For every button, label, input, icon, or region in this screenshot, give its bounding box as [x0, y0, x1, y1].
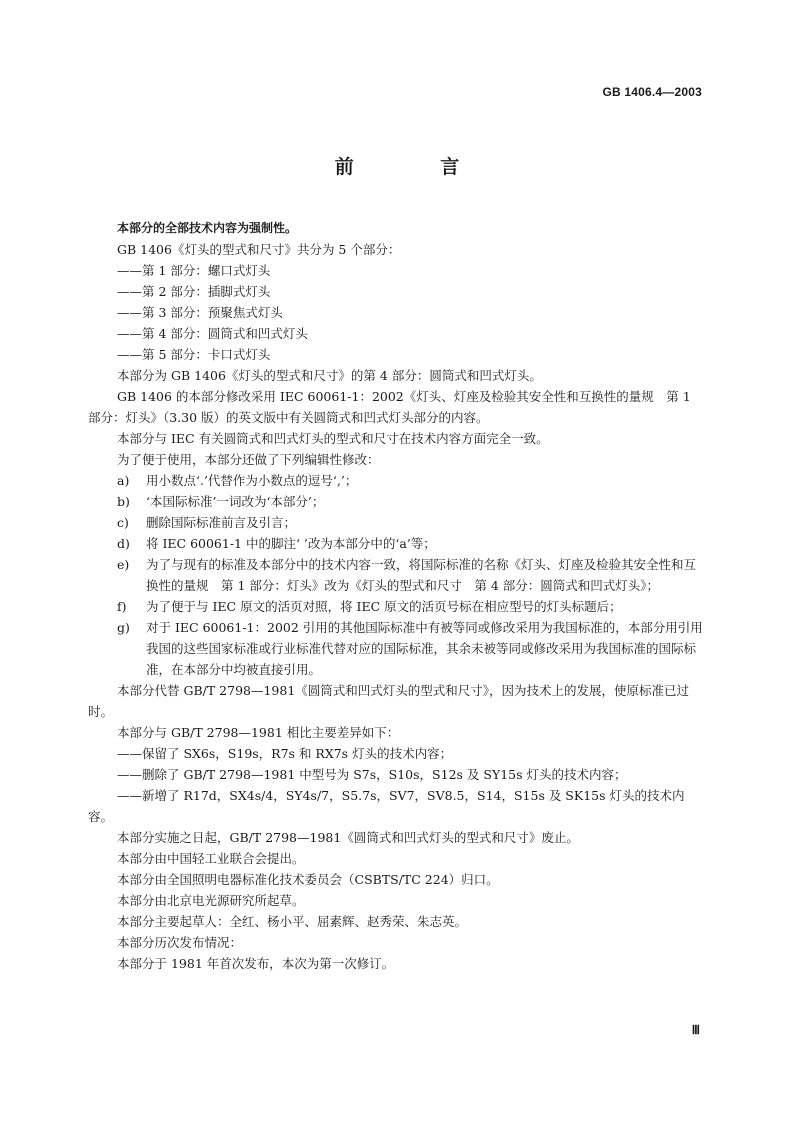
paragraph: ——第 3 部分：预聚焦式灯头 [117, 305, 283, 320]
list-item [88, 596, 706, 617]
paragraph: ——第 2 部分：插脚式灯头 [117, 284, 271, 299]
list-item-label: e) [117, 557, 130, 572]
paragraph: GB 1406 的本部分修改采用 IEC 60061-1：2002《灯头、灯座及检验其安全性和互换性的量规 第 1 部分：灯头》（3.30 版）的英文版中有关圆筒式和凹式灯头部分的内容。 [88, 389, 691, 425]
list-item [88, 470, 706, 491]
paragraph: ——删除了 GB/T 2798—1981 中型号为 S7s，S10s，S12s 及 SY15s 灯头的技术内容； [117, 767, 627, 782]
paragraph: 本部分与 IEC 有关圆筒式和凹式灯头的型式和尺寸在技术内容方面完全一致。 [117, 431, 549, 446]
paragraph: 本部分实施之日起，GB/T 2798—1981《圆筒式和凹式灯头的型式和尺寸》废止。 [117, 830, 579, 845]
paragraph: 本部分历次发布情况： [117, 935, 243, 950]
paragraph: 本部分为 GB 1406《灯头的型式和尺寸》的第 4 部分：圆筒式和凹式灯头。 [117, 368, 542, 383]
paragraph: 本部分由全国照明电器标准化技术委员会（CSBTS/TC 224）归口。 [117, 872, 499, 887]
edit-list [88, 470, 706, 680]
paragraph: 本部分主要起草人：全红、杨小平、屈素辉、赵秀荣、朱志英。 [117, 914, 468, 929]
list-item-text: ‘本国际标准’一词改为‘本部分’； [146, 494, 325, 509]
paragraphs-bottom [88, 680, 706, 974]
list-item [88, 533, 706, 554]
page-number: Ⅲ [691, 1023, 700, 1037]
list-item-text: 为了与现有的标准及本部分中的技术内容一致，将国际标准的名称《灯头、灯座及检验其安全性和互换性的量规 第 1 部分：灯头》改为《灯头的型式和尺寸 第 4 部分：圆筒式和凹式灯头》； [146, 557, 697, 593]
paragraph: ——第 4 部分：圆筒式和凹式灯头 [117, 326, 308, 341]
paragraph: 本部分代替 GB/T 2798—1981《圆筒式和凹式灯头的型式和尺寸》，因为技术上的发展，使原标准已过时。 [88, 683, 690, 719]
paragraph: ——新增了 R17d，SX4s/4，SY4s/7，S5.7s，SV7，SV8.5，S14，S15s 及 SK15s 灯头的技术内容。 [88, 788, 685, 824]
paragraph: ——保留了 SX6s，S19s，R7s 和 RX7s 灯头的技术内容； [117, 746, 453, 761]
paragraphs-top [88, 218, 706, 470]
list-item-label: d) [117, 536, 130, 551]
list-item-text: 将 IEC 60061-1 中的脚注‘ ’改为本部分中的‘a’等； [146, 536, 436, 551]
page-title: 前 言 [334, 156, 500, 178]
list-item-label: f) [117, 599, 127, 614]
list-item-label: c) [117, 515, 129, 530]
list-item [88, 512, 706, 533]
paragraph: 本部分由中国轻工业联合会提出。 [117, 851, 305, 866]
list-item [88, 491, 706, 512]
list-item [88, 617, 706, 680]
paragraph: 为了便于使用，本部分还做了下列编辑性修改： [117, 452, 380, 467]
list-item [88, 554, 706, 596]
paragraph: ——第 5 部分：卡口式灯头 [117, 347, 271, 362]
paragraph: 本部分于 1981 年首次发布，本次为第一次修订。 [117, 956, 395, 971]
paragraph: 本部分的全部技术内容为强制性。 [117, 221, 298, 235]
list-item-label: b) [117, 494, 130, 509]
list-item-text: 用小数点‘.’代替作为小数点的逗号‘,’； [146, 473, 358, 488]
standard-number: GB 1406.4—2003 [602, 85, 702, 99]
list-item-text: 对于 IEC 60061-1：2002 引用的其他国际标准中有被等同或修改采用为我国标准的，本部分用引用我国的这些国家标准或行业标准代替对应的国际标准，其余未被等同或修改采用为我国标准的国际标准，在本部分中均被直接引用。 [146, 620, 703, 677]
list-item-label: a) [117, 473, 130, 488]
paragraph: ——第 1 部分：螺口式灯头 [117, 263, 271, 278]
list-item-text: 删除国际标准前言及引言； [146, 515, 297, 530]
paragraph: GB 1406《灯头的型式和尺寸》共分为 5 个部分： [117, 242, 401, 257]
list-item-label: g) [117, 620, 130, 635]
paragraph: 本部分与 GB/T 2798—1981 相比主要差异如下： [117, 725, 400, 740]
paragraph: 本部分由北京电光源研究所起草。 [117, 893, 305, 908]
document-body [88, 218, 706, 974]
list-item-text: 为了便于与 IEC 原文的活页对照，将 IEC 原文的活页号标在相应型号的灯头标题后； [146, 599, 622, 614]
